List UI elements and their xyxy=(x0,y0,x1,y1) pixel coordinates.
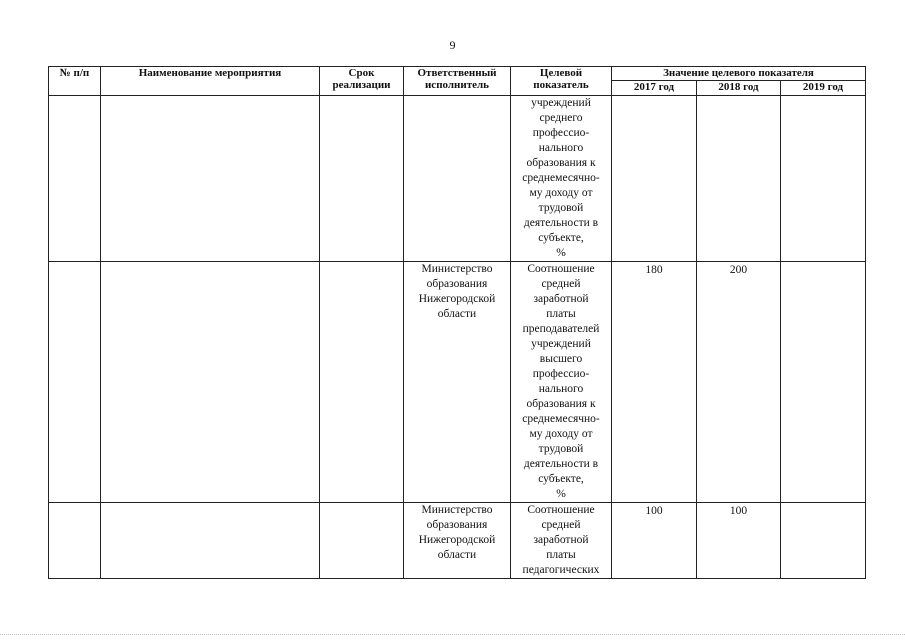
cell-line: заработной xyxy=(533,534,589,546)
header-num: № п/п xyxy=(49,67,101,96)
value-text: 200 xyxy=(729,264,748,276)
cell-term xyxy=(320,503,404,579)
cell-2019 xyxy=(781,96,866,262)
cell-num xyxy=(49,96,101,262)
cell-line: субъекте, xyxy=(538,473,584,485)
cell-num xyxy=(49,503,101,579)
cell-2019 xyxy=(781,262,866,503)
cell-2018 xyxy=(697,262,781,503)
cell-line: профессио- xyxy=(532,368,590,380)
cell-line: заработной xyxy=(533,293,589,305)
cell-line: % xyxy=(556,247,566,259)
header-year-2018: 2018 год xyxy=(697,81,781,96)
cell-indicator xyxy=(511,262,612,503)
header-year-2017: 2017 год xyxy=(612,81,697,96)
cell-line: Министерство xyxy=(421,504,493,516)
cell-name xyxy=(101,503,320,579)
cell-num xyxy=(49,262,101,503)
value-text xyxy=(781,96,865,97)
cell-responsible xyxy=(404,262,511,503)
cell-line: высшего xyxy=(539,353,583,365)
cell-line: образования xyxy=(426,278,488,290)
cell-2018 xyxy=(697,96,781,262)
cell-line: Министерство xyxy=(421,263,493,275)
header-year-2019: 2019 год xyxy=(781,81,866,96)
cell-line: деятельности в xyxy=(523,458,599,470)
value-text: 100 xyxy=(729,505,748,517)
cell-line: профессио- xyxy=(532,127,590,139)
value-text xyxy=(612,96,696,97)
cell-name xyxy=(101,262,320,503)
cell-responsible xyxy=(404,503,511,579)
header-name: Наименование мероприятия xyxy=(101,67,320,96)
cell-line: % xyxy=(556,488,566,500)
table-body xyxy=(49,96,866,579)
cell-line: области xyxy=(437,549,477,561)
header-responsible: Ответственный исполнитель xyxy=(404,67,511,96)
cell-indicator xyxy=(511,503,612,579)
cell-2019 xyxy=(781,503,866,579)
cell-line: средней xyxy=(541,519,581,531)
scan-edge-line xyxy=(0,634,905,635)
header-term: Срок реализации xyxy=(320,67,404,96)
cell-line: среднего xyxy=(539,112,583,124)
table-row xyxy=(49,262,866,503)
cell-term xyxy=(320,262,404,503)
table-row xyxy=(49,503,866,579)
cell-2017 xyxy=(612,96,697,262)
cell-2017 xyxy=(612,503,697,579)
cell-line: педагогических xyxy=(522,564,600,576)
cell-line: учреждений xyxy=(531,338,591,350)
page-number: 9 xyxy=(449,38,456,52)
value-text xyxy=(781,262,865,263)
cell-name xyxy=(101,96,320,262)
cell-line: трудовой xyxy=(538,443,584,455)
cell-line: му доходу от xyxy=(529,428,593,440)
indicators-table xyxy=(48,66,866,579)
cell-line: субъекте, xyxy=(538,232,584,244)
cell-line: Нижегородской xyxy=(418,534,496,546)
cell-line: Нижегородской xyxy=(418,293,496,305)
value-text xyxy=(697,96,780,97)
cell-line: учреждений xyxy=(531,97,591,109)
cell-line: трудовой xyxy=(538,202,584,214)
cell-line: образования к xyxy=(526,157,596,169)
cell-line: платы xyxy=(546,308,576,320)
cell-line: образования xyxy=(426,519,488,531)
cell-line: преподавателей xyxy=(522,323,600,335)
cell-responsible xyxy=(404,96,511,262)
cell-line: Соотношение xyxy=(527,504,595,516)
cell-line: нального xyxy=(538,383,584,395)
cell-line: образования к xyxy=(526,398,596,410)
cell-line: среднемесячно- xyxy=(522,413,600,425)
value-text xyxy=(781,503,865,504)
cell-line: средней xyxy=(541,278,581,290)
cell-line: Соотношение xyxy=(527,263,595,275)
value-text: 100 xyxy=(645,505,663,517)
cell-term xyxy=(320,96,404,262)
header-indicator: Целевой показатель xyxy=(511,67,612,96)
cell-line: среднемесячно- xyxy=(522,172,600,184)
header-values-group: Значение целевого показателя xyxy=(612,67,866,81)
cell-line: му доходу от xyxy=(529,187,593,199)
cell-line: платы xyxy=(546,549,576,561)
table-row xyxy=(49,96,866,262)
cell-2018 xyxy=(697,503,781,579)
cell-line: деятельности в xyxy=(523,217,599,229)
cell-indicator xyxy=(511,96,612,262)
cell-line: нального xyxy=(538,142,584,154)
value-text: 180 xyxy=(645,264,663,276)
cell-2017 xyxy=(612,262,697,503)
cell-line: области xyxy=(437,308,477,320)
